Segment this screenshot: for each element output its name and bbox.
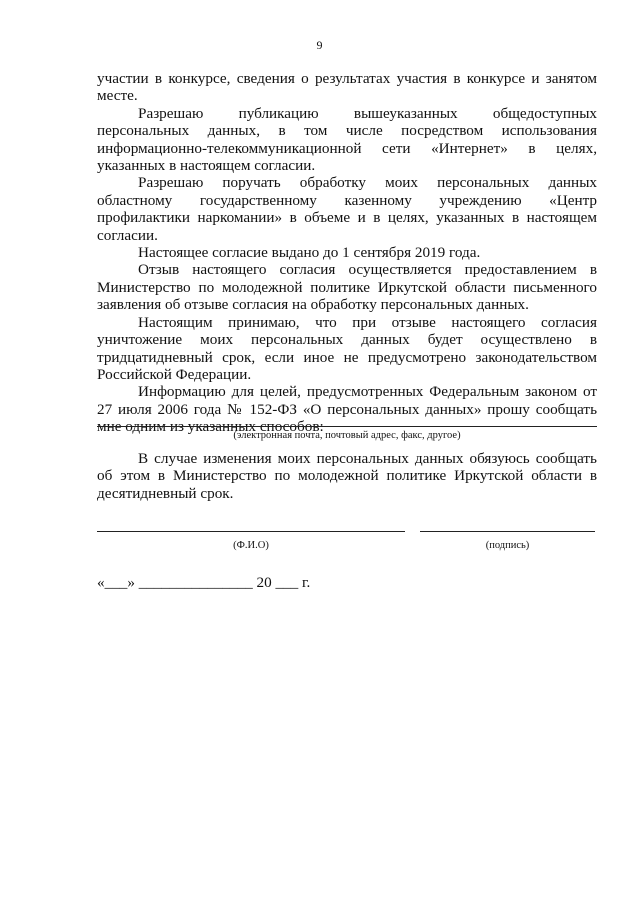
paragraph-contact-method: Информацию для целей, предусмотренных Федеральным законом от 27 июля 2006 года № 152-ФЗ «О персональных данных» прошу сообщать мне одним из указанных способов: [97,383,597,436]
paragraph-data-destruction: Настоящим принимаю, что при отзыве настоящего согласия уничтожение моих персональных данных будет осуществлено в тридцатидневный срок, если иное не предусмотрено законодательством Российской Федерации. [97,313,597,383]
contact-method-caption: (электронная почта, почтовый адрес, факс, другое) [233,430,461,441]
paragraph-withdrawal: Отзыв настоящего согласия осуществляется предоставлением в Министерство по молодежной политике Иркутской области письменного заявления об отзыве согласия на обработку персональных данных. [97,261,597,314]
paragraph-processing-delegation: Разрешаю поручать обработку моих персональных данных областному государственному казенному учреждению «Центр профилактики наркомании» в объеме и в целях, указанных в настоящем согласии. [97,174,597,244]
consent-text [97,70,597,436]
paragraph-validity: Настоящее согласие выдано до 1 сентября 2019 года. [138,244,481,262]
paragraph-change-notice: В случае изменения моих персональных данных обязуюсь сообщать об этом в Министерство по молодежной политике Иркутской области в десятидневный срок. [97,450,597,502]
paragraph-publication-permission: Разрешаю публикацию вышеуказанных общедоступных персональных данных, в том числе посредством использования информационно-телекоммуникационной сети «Интернет» в целях, указанных в настоящем согласии. [97,104,597,175]
page-number: 9 [316,38,323,52]
fio-field-line[interactable] [97,531,405,532]
fio-caption: (Ф.И.О) [233,540,269,551]
contact-method-field-line[interactable] [97,426,597,427]
paragraph-continuation: участии в конкурсе, сведения о результатах участия в конкурсе и занятом месте. [97,70,597,105]
signature-caption: (подпись) [485,540,530,551]
date-field[interactable]: «___» _______________ 20 ___ г. [97,574,311,591]
change-notice-block [97,450,597,502]
signature-field-line[interactable] [420,531,595,532]
